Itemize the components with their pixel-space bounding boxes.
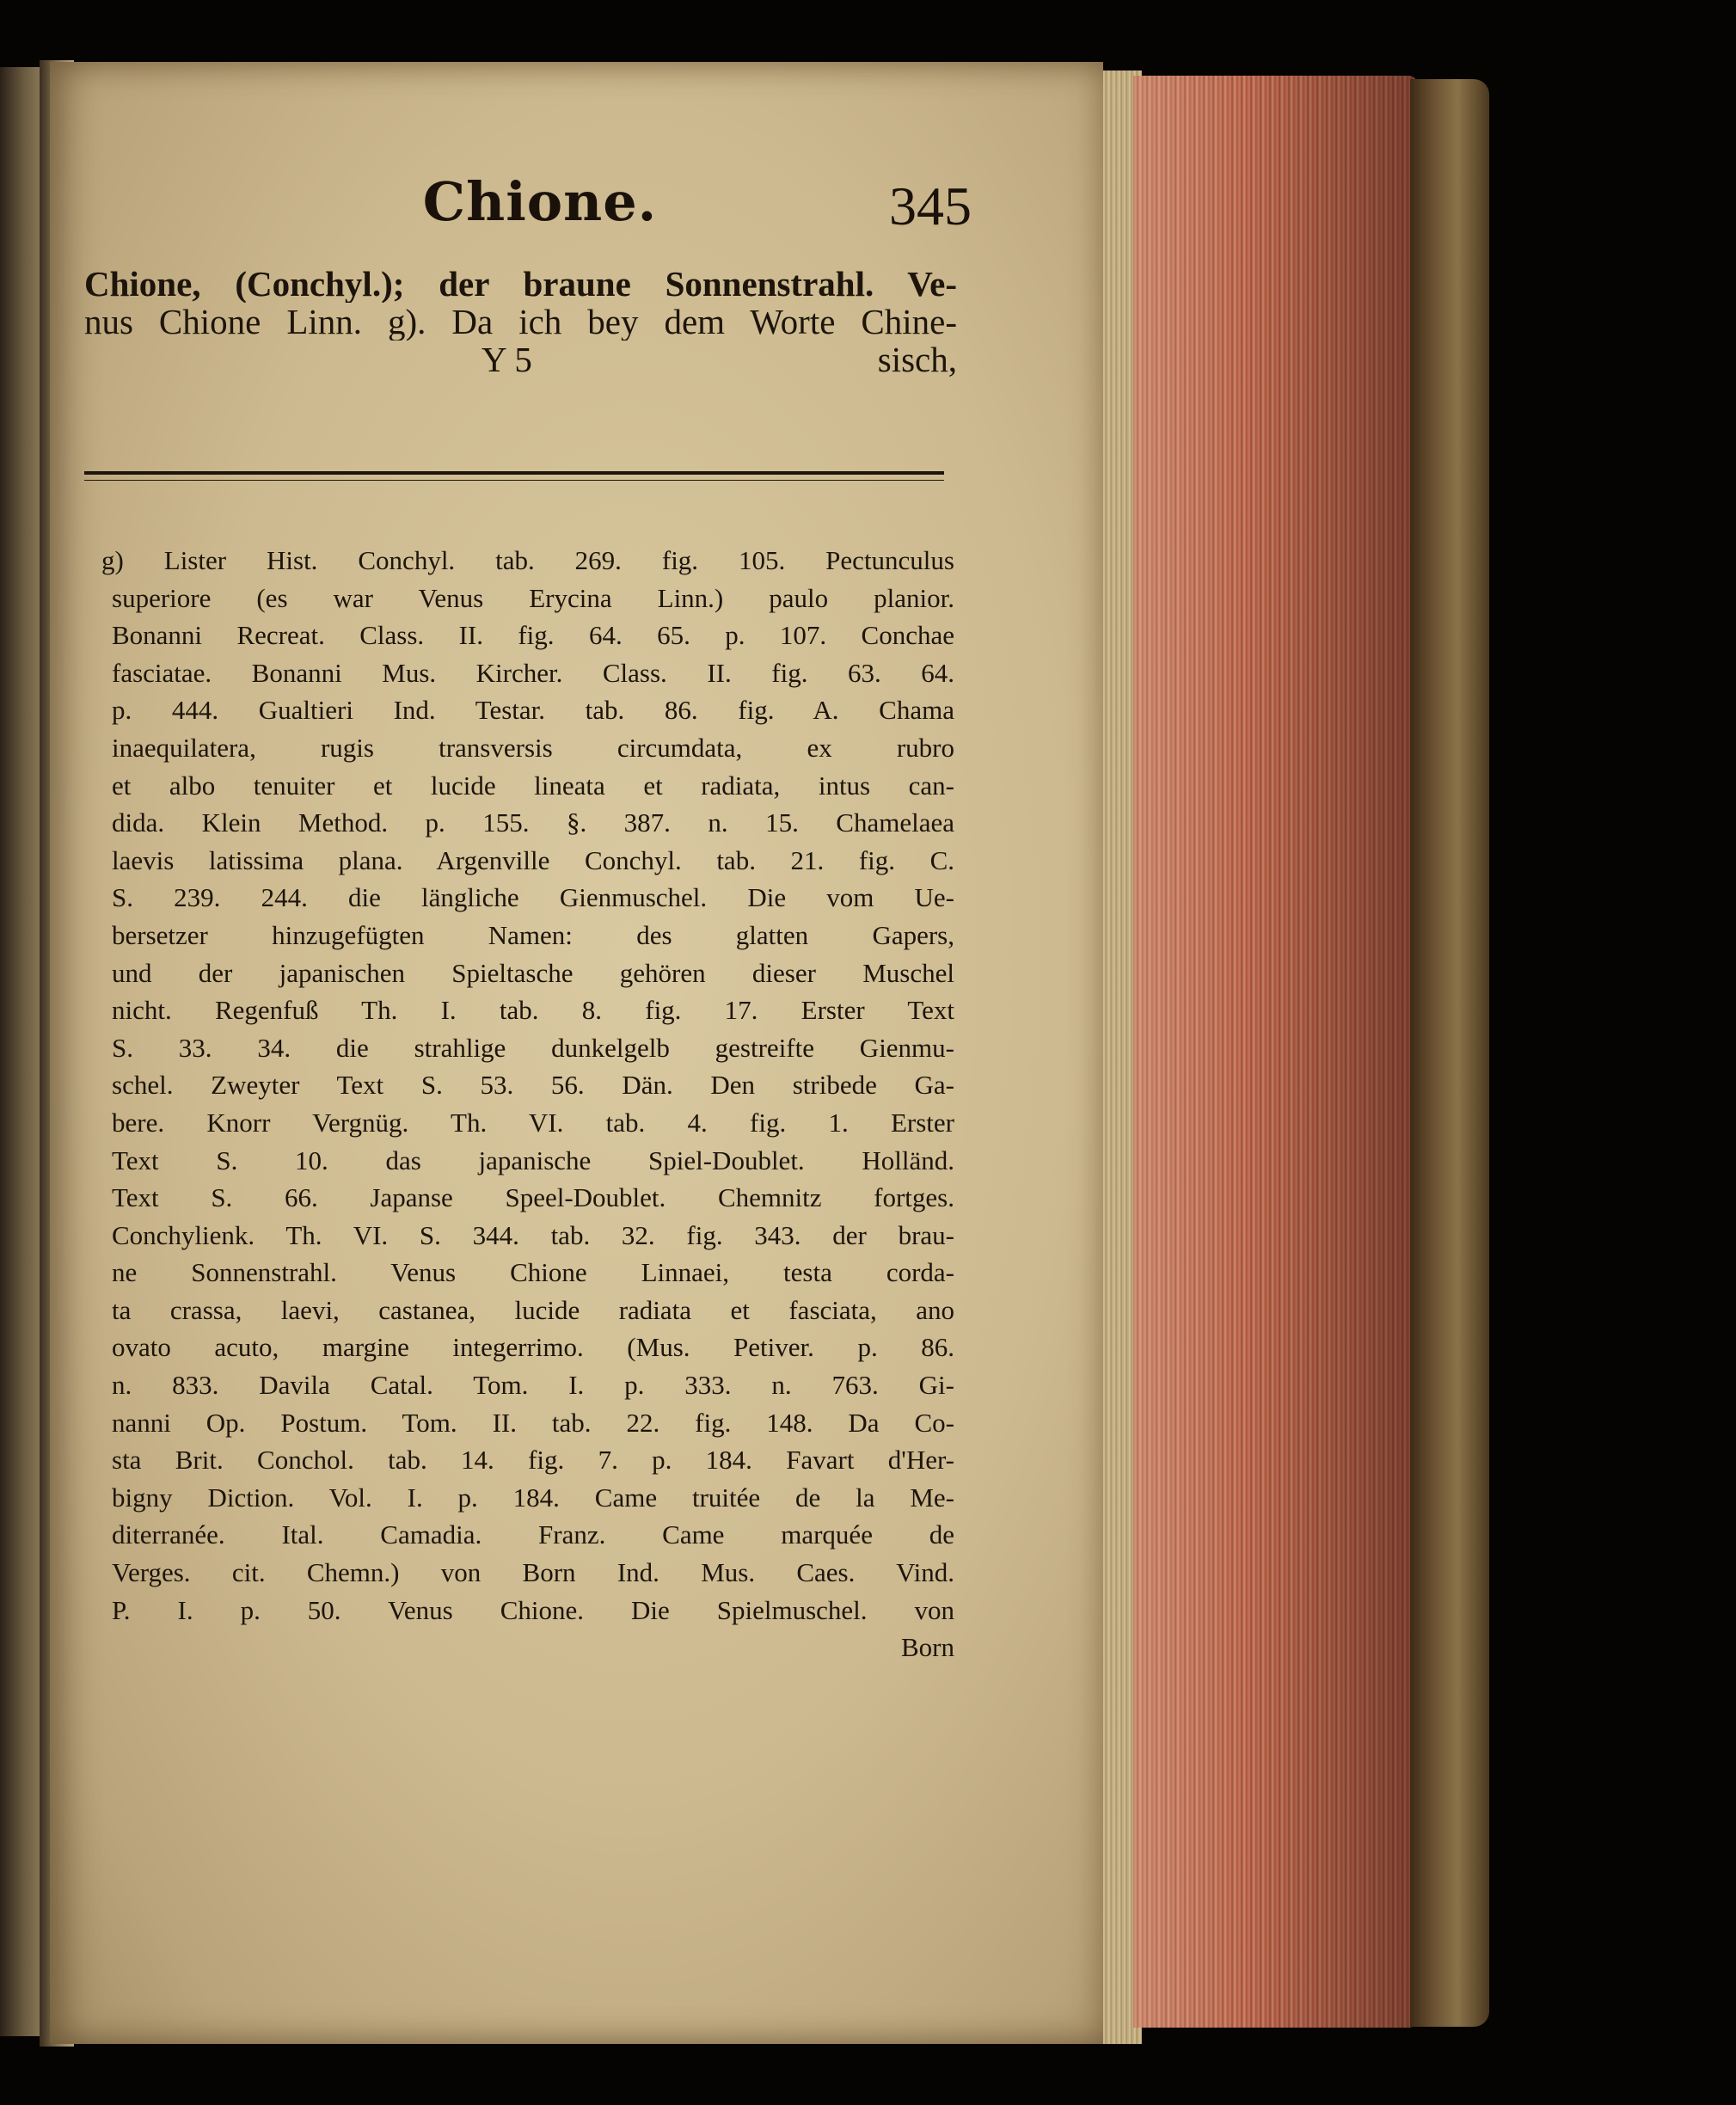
signature-mark: Y 5 (482, 341, 532, 378)
footnote-line: p. 444. Gualtieri Ind. Testar. tab. 86. fig. A. Chama (112, 695, 954, 726)
footnote-line: Text S. 10. das japanische Spiel-Doublet. Holländ. (112, 1145, 954, 1175)
footnote-line: bere. Knorr Vergnüg. Th. VI. tab. 4. fig. 1. Erster (112, 1107, 954, 1138)
footnote-line: g) Lister Hist. Conchyl. tab. 269. fig. 105. Pectunculus (101, 545, 954, 575)
footnote-line: et albo tenuiter et lucide lineata et radiata, intus can- (112, 770, 954, 801)
footnote-line: nicht. Regenfuß Th. I. tab. 8. fig. 17. Erster Text (112, 995, 954, 1026)
footnote-line: und der japanischen Spieltasche gehören dieser Muschel (112, 957, 954, 988)
footnote-line: n. 833. Davila Catal. Tom. I. p. 333. n. 763. Gi- (112, 1370, 954, 1401)
footnote-line: S. 239. 244. die längliche Gienmuschel. Die vom Ue- (112, 882, 954, 913)
footnote-line: Text S. 66. Japanse Speel-Doublet. Chemnitz fortges. (112, 1182, 954, 1213)
footnote-line: nanni Op. Postum. Tom. II. tab. 22. fig. 148. Da Co- (112, 1407, 954, 1438)
footnote-line: Verges. cit. Chemn.) von Born Ind. Mus. Caes. Vind. (112, 1557, 954, 1588)
footnote-line: Conchylienk. Th. VI. S. 344. tab. 32. fig. 343. der brau- (112, 1219, 954, 1250)
footnote-line: diterranée. Ital. Camadia. Franz. Came marquée de (112, 1519, 954, 1550)
footnote-rule (84, 471, 944, 481)
running-title: Chione. (422, 170, 658, 233)
footnote-line: S. 33. 34. die strahlige dunkelgelb gestreifte Gienmu- (112, 1032, 954, 1063)
signature-line (84, 341, 957, 378)
footnote-line: Bonanni Recreat. Class. II. fig. 64. 65. p. 107. Conchae (112, 620, 954, 651)
footnote-line: superiore (es war Venus Erycina Linn.) paulo planior. (112, 582, 954, 613)
footnote (101, 542, 954, 1666)
footnote-line: ta crassa, laevi, castanea, lucide radiata et fasciata, ano (112, 1294, 954, 1325)
footnote-line: laevis latissima plana. Argenville Conchyl. tab. 21. fig. C. (112, 844, 954, 875)
footnote-line: bigny Diction. Vol. I. p. 184. Came truitée de la Me- (112, 1482, 954, 1513)
book-cover (1410, 79, 1489, 2027)
text-line: Chione, (Conchyl.); der braune Sonnenstrahl. Ve- (84, 265, 957, 303)
text-line: nus Chione Linn. g). Da ich bey dem Worte Chine- (84, 303, 957, 341)
footnote-line: dida. Klein Method. p. 155. §. 387. n. 15. Chamelaea (112, 807, 954, 838)
footnote-line: bersetzer hinzugefügten Namen: des glatten Gapers, (112, 919, 954, 950)
footnote-line: ovato acuto, margine integerrimo. (Mus. Petiver. p. 86. (112, 1332, 954, 1363)
footnote-line: schel. Zweyter Text S. 53. 56. Dän. Den stribede Ga- (112, 1070, 954, 1101)
footnote-catchword: Born (901, 1632, 954, 1663)
page-number: 345 (889, 175, 972, 236)
footnote-line: inaequilatera, rugis transversis circumdata, ex rubro (112, 732, 954, 763)
footnote-line: ne Sonnenstrahl. Venus Chione Linnaei, testa corda- (112, 1257, 954, 1288)
footnote-line: fasciatae. Bonanni Mus. Kircher. Class. II. fig. 63. 64. (112, 657, 954, 688)
footnote-line: P. I. p. 50. Venus Chione. Die Spielmuschel. von (112, 1594, 954, 1625)
main-text (84, 265, 957, 378)
page-edge-shading (1133, 76, 1417, 2028)
catchword: sisch, (877, 341, 957, 378)
footnote-line: sta Brit. Conchol. tab. 14. fig. 7. p. 184. Favart d'Her- (112, 1445, 954, 1476)
